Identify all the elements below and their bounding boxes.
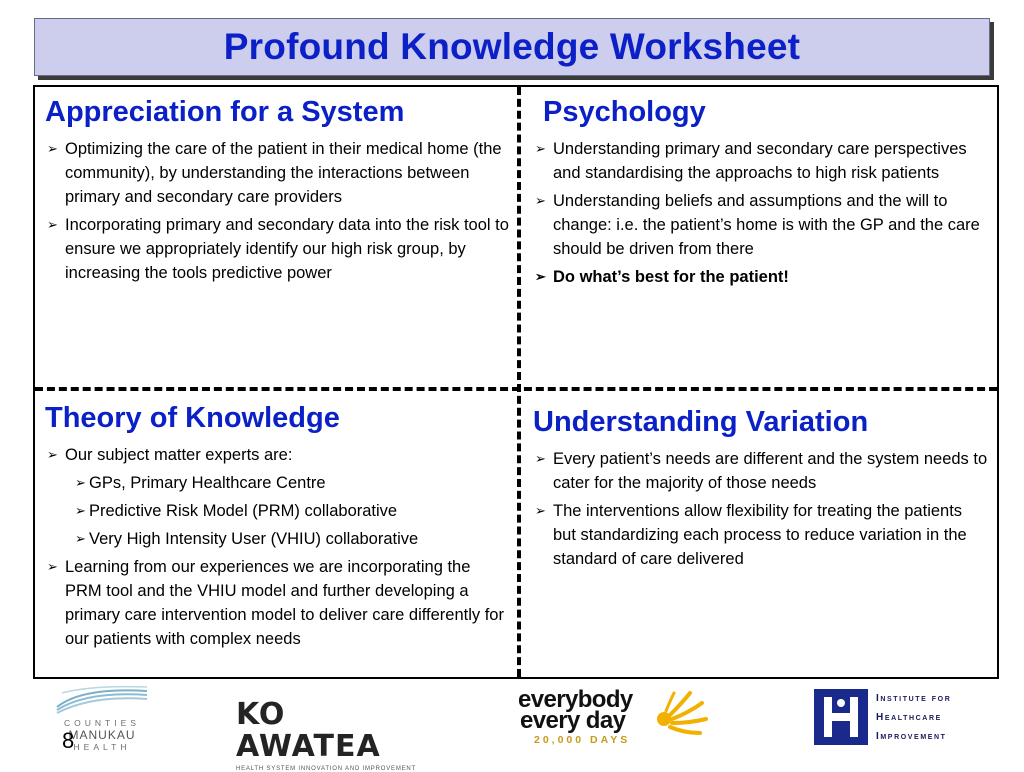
arrow-bullet-icon: ➢ xyxy=(75,503,86,518)
page-number: 8 xyxy=(62,728,75,753)
sub-list-item: ➢ GPs, Primary Healthcare Centre xyxy=(75,471,509,495)
ko-awatea-logo xyxy=(236,699,428,772)
logo-text: 20,000 DAYS xyxy=(534,734,631,746)
title-bar xyxy=(34,18,990,76)
everybody-every-day-logo xyxy=(518,686,718,746)
arrow-bullet-icon: ➢ xyxy=(535,503,546,518)
ihi-mark-icon xyxy=(814,689,868,745)
list-item: ➢ Our subject matter experts are: xyxy=(45,443,509,467)
sun-hand-icon xyxy=(650,689,710,739)
horizontal-divider xyxy=(35,387,997,391)
quadrant-psychology xyxy=(523,87,997,293)
arrow-bullet-icon: ➢ xyxy=(47,559,58,574)
list-item-emphasis: ➢ Do what’s best for the patient! xyxy=(533,265,989,289)
logo-text: everybody xyxy=(518,686,633,713)
arrow-bullet-icon: ➢ xyxy=(535,269,546,284)
list-item: ➢ Understanding beliefs and assumptions and the will to change: i.e. the patient’s home is with the GP and the care should be driven from there xyxy=(533,189,989,261)
logo-text: MANUKAU xyxy=(68,728,136,742)
logo-text: KO AWATEA xyxy=(236,697,381,764)
quadrant-heading: Understanding Variation xyxy=(533,406,869,438)
arrow-bullet-icon: ➢ xyxy=(75,531,86,546)
quadrant-heading: Appreciation for a System xyxy=(45,96,405,128)
list-item: ➢ Every patient’s needs are different and the system needs to cater for the majority of those needs xyxy=(533,447,989,495)
worksheet-grid xyxy=(33,85,999,679)
logo-tagline: HEALTH SYSTEM INNOVATION AND IMPROVEMENT xyxy=(236,766,417,772)
quadrant-heading: Psychology xyxy=(543,96,706,128)
ihi-logo xyxy=(814,687,994,747)
logo-text: Institute for xyxy=(876,693,952,704)
quadrant-understanding-variation xyxy=(523,393,997,575)
sub-list-item: ➢ Predictive Risk Model (PRM) collaborative xyxy=(75,499,509,523)
list-item: ➢ Understanding primary and secondary care perspectives and standardising the approachs to high risk patients xyxy=(533,137,989,185)
logo-text: every day xyxy=(520,707,626,734)
logo-text: Healthcare xyxy=(876,712,942,723)
arrow-bullet-icon: ➢ xyxy=(47,447,58,462)
wave-icon xyxy=(52,685,152,713)
bullet-list xyxy=(533,447,989,571)
list-item: ➢ Optimizing the care of the patient in their medical home (the community), by understanding the interactions between primary and secondary care providers xyxy=(45,137,509,209)
sub-list-item: ➢ Very High Intensity User (VHIU) collaborative xyxy=(75,527,509,551)
footer-logos xyxy=(0,685,1024,772)
quadrant-heading: Theory of Knowledge xyxy=(45,402,340,434)
vertical-divider xyxy=(517,87,521,677)
list-item: ➢ The interventions allow flexibility for treating the patients but standardizing each process to reduce variation in the standard of care delivered xyxy=(533,499,989,571)
arrow-bullet-icon: ➢ xyxy=(47,217,58,232)
quadrant-theory-of-knowledge xyxy=(35,393,517,655)
arrow-bullet-icon: ➢ xyxy=(535,193,546,208)
bullet-list xyxy=(45,443,509,651)
arrow-bullet-icon: ➢ xyxy=(535,141,546,156)
logo-text: COUNTIES xyxy=(64,718,140,728)
page-title: Profound Knowledge Worksheet xyxy=(223,26,801,67)
arrow-bullet-icon: ➢ xyxy=(535,451,546,466)
quadrant-appreciation-for-a-system xyxy=(35,87,517,289)
bullet-list xyxy=(45,137,509,285)
ihi-text xyxy=(876,689,951,746)
list-item: ➢ Incorporating primary and secondary data into the risk tool to ensure we appropriately identify our high risk group, by increasing the tools predictive power xyxy=(45,213,509,285)
arrow-bullet-icon: ➢ xyxy=(47,141,58,156)
logo-text: Improvement xyxy=(876,731,947,742)
logo-text: HEALTH xyxy=(73,742,131,752)
list-item: ➢ Learning from our experiences we are incorporating the PRM tool and the VHIU model and further developing a primary care intervention model to deliver care differently for our patients with complex needs xyxy=(45,555,509,651)
arrow-bullet-icon: ➢ xyxy=(75,475,86,490)
bullet-list xyxy=(533,137,989,289)
